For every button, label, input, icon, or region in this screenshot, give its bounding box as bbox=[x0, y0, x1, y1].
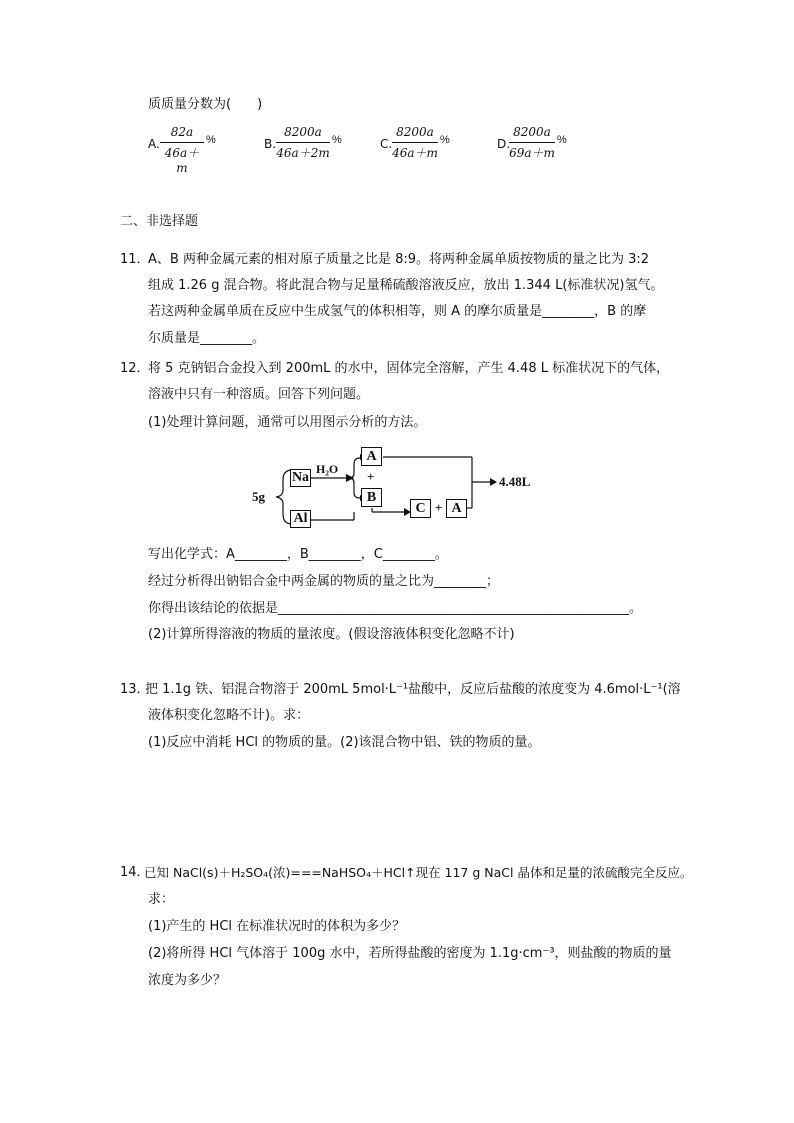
basis-line: 你得出该结论的依据是______________________________________________________。 bbox=[148, 601, 643, 616]
option-d-numerator: 8200a bbox=[513, 125, 551, 139]
question-line: 将 5 克钠铝合金投入到 200mL 的水中，固体完全溶解，产生 4.48 L 标准状况下的气体， bbox=[148, 361, 670, 376]
question-line: 溶液中只有一种溶质。回答下列问题。 bbox=[148, 387, 370, 402]
a-box-top bbox=[361, 447, 382, 466]
question-line: 尔质量是________。 bbox=[148, 331, 266, 346]
section-heading: 二、非选择题 bbox=[120, 214, 199, 229]
option-a-numerator: 82a bbox=[170, 125, 194, 139]
question-line: 若这两种金属单质在反应中生成氢气的体积相等，则 A 的摩尔质量是________，B 的摩 bbox=[148, 304, 647, 319]
question-number: 12． bbox=[120, 361, 150, 376]
a-label: A bbox=[451, 501, 462, 516]
option-c-numerator: 8200a bbox=[396, 125, 434, 139]
fraction-bar bbox=[392, 142, 438, 143]
diagram-mass: 5g bbox=[252, 489, 265, 504]
question-line: (2)将所得 HCl 气体溶于 100g 水中，若所得盐酸的密度为 1.1g·cm⁻³，则盐酸的物质的量 bbox=[148, 946, 672, 961]
option-b-fraction bbox=[276, 125, 342, 161]
question-line: 液体积变化忽略不计)。求： bbox=[148, 708, 310, 723]
fraction-bar bbox=[160, 142, 204, 143]
al-label: Al bbox=[293, 511, 308, 526]
sub-question-1: (1)处理计算问题，通常可以用图示分析的方法。 bbox=[148, 415, 427, 430]
question-line: 求： bbox=[148, 892, 175, 907]
option-c-letter: C. bbox=[380, 137, 393, 151]
plus-sign: + bbox=[435, 500, 443, 515]
option-b-numerator: 8200a bbox=[284, 125, 322, 139]
question-line: 已知 NaCl(s)＋H₂SO₄(浓)===NaHSO₄＋HCl↑现在 117 g NaCl 晶体和足量的浓硫酸完全反应。 bbox=[144, 865, 693, 880]
percent-sign: % bbox=[440, 134, 450, 146]
b-box bbox=[361, 488, 382, 507]
reaction-diagram bbox=[250, 440, 550, 540]
formula-line: 写出化学式：A________，B________，C________。 bbox=[148, 547, 448, 562]
option-b-denominator: 46a＋2m bbox=[276, 146, 330, 160]
na-box bbox=[290, 469, 311, 487]
question-line: 浓度为多少？ bbox=[148, 973, 227, 988]
option-a-fraction bbox=[160, 125, 216, 175]
percent-sign: % bbox=[332, 134, 342, 146]
b-label: B bbox=[366, 490, 377, 505]
na-label: Na bbox=[291, 470, 310, 485]
gas-volume: 4.48L bbox=[499, 474, 531, 489]
question-number: 14． bbox=[120, 865, 150, 880]
question-line: A、B 两种金属元素的相对原子质量之比是 8:9。将两种金属单质按物质的量之比为 3:2 bbox=[148, 252, 650, 267]
question-line: (1)反应中消耗 HCl 的物质的量。(2)该混合物中铝、铁的物质的量。 bbox=[148, 735, 541, 750]
fraction-bar bbox=[509, 142, 555, 143]
option-a-letter: A. bbox=[148, 137, 160, 151]
option-d-denominator: 69a＋m bbox=[509, 146, 555, 160]
plus-sign: + bbox=[367, 469, 375, 484]
percent-sign: % bbox=[206, 134, 216, 146]
c-box bbox=[410, 499, 431, 518]
option-c-denominator: 46a＋m bbox=[392, 146, 438, 160]
option-c-fraction bbox=[392, 125, 450, 161]
option-a-denominator: 46a＋m bbox=[164, 146, 200, 175]
option-b-letter: B. bbox=[264, 137, 277, 151]
al-box bbox=[290, 510, 311, 528]
question-number: 11． bbox=[120, 252, 150, 267]
question-line: (1)产生的 HCl 在标准状况时的体积为多少？ bbox=[148, 919, 406, 934]
a-label: A bbox=[366, 449, 377, 464]
percent-sign: % bbox=[557, 134, 567, 146]
water-label: H₂O bbox=[316, 462, 339, 476]
sub-question-2: (2)计算所得溶液的物质的量浓度。(假设溶液体积变化忽略不计) bbox=[148, 627, 515, 642]
a-box-bottom bbox=[446, 499, 467, 518]
q10-stem-end: 质质量分数为( ) bbox=[148, 97, 263, 112]
fraction-bar bbox=[276, 142, 330, 143]
question-line: 组成 1.26 g 混合物。将此混合物与足量稀硫酸溶液反应，放出 1.344 L(标准状况)氢气。 bbox=[148, 278, 664, 293]
option-d-letter: D. bbox=[497, 137, 511, 151]
c-label: C bbox=[415, 501, 426, 516]
question-number: 13． bbox=[120, 682, 150, 697]
option-d-fraction bbox=[509, 125, 567, 161]
question-line: 把 1.1g 铁、铝混合物溶于 200mL 5mol·L⁻¹盐酸中，反应后盐酸的浓度变为 4.6mol·L⁻¹(溶 bbox=[145, 682, 681, 697]
ratio-line: 经过分析得出钠铝合金中两金属的物质的量之比为________； bbox=[148, 574, 500, 589]
